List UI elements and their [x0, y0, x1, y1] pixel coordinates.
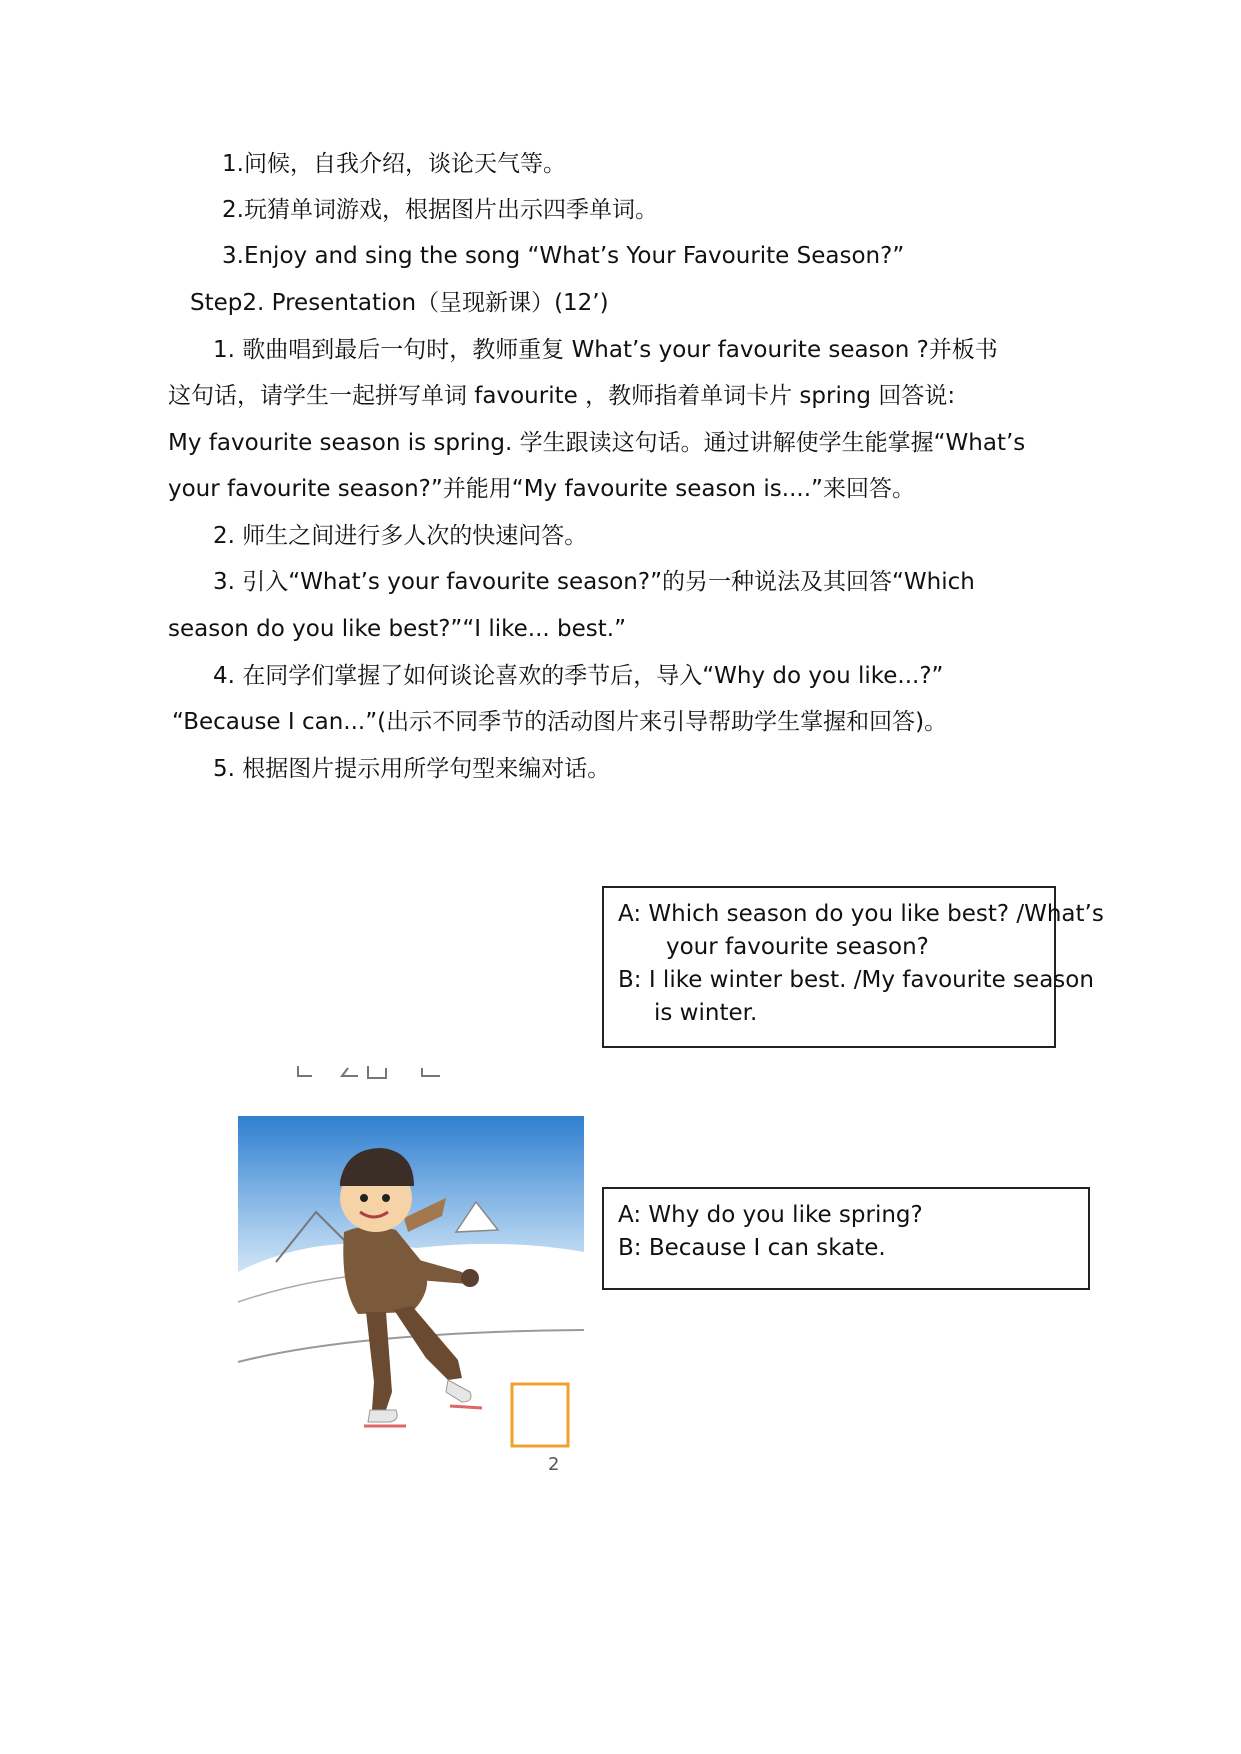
dialogue-1-b-line-2: is winter.: [654, 1000, 758, 1026]
paragraph-1-line-2: 这句话，请学生一起拼写单词 favourite ，教师指着单词卡片 spring 回答说:: [168, 383, 956, 409]
dialogue-1-a-line-2: your favourite season?: [666, 934, 929, 960]
text-line-2: 2.玩猜单词游戏，根据图片出示四季单词。: [222, 197, 658, 223]
dialogue-box-1: [602, 886, 1104, 1048]
paragraph-4-line-1: 4. 在同学们掌握了如何谈论喜欢的季节后，导入“Why do you like...?”: [213, 663, 944, 689]
paragraph-4-line-2: “Because I can...”(出示不同季节的活动图片来引导帮助学生掌握和回答)。: [172, 709, 948, 735]
boy-skating-illustration-icon: [236, 1062, 586, 1454]
paragraph-3-line-1: 3. 引入“What’s your favourite season?”的另一种说法及其回答“Which: [213, 569, 975, 595]
dialogue-1-b-line-1: B: I like winter best. /My favourite season: [618, 967, 1094, 993]
dialogue-2-a: A: Why do you like spring?: [618, 1202, 923, 1228]
step2-heading: Step2. Presentation（呈现新课）(12’): [190, 290, 609, 316]
text-line-1: 1.问候，自我介绍，谈论天气等。: [222, 151, 566, 177]
dialogue-1-a-line-1: A: Which season do you like best? /What’s: [618, 901, 1104, 927]
dialogue-box-2: [602, 1187, 1090, 1290]
dialogue-2-b: B: Because I can skate.: [618, 1235, 886, 1261]
paragraph-1-line-3: My favourite season is spring. 学生跟读这句话。通过讲解使学生能掌握“What’s: [168, 430, 1026, 456]
paragraph-1-line-4: your favourite season?”并能用“My favourite season is....”来回答。: [168, 476, 915, 502]
paragraph-1-line-1: 1. 歌曲唱到最后一句时，教师重复 What’s your favourite season ?并板书: [213, 337, 998, 363]
paragraph-5: 5. 根据图片提示用所学句型来编对话。: [213, 756, 611, 782]
paragraph-3-line-2: season do you like best?”“I like... best.”: [168, 616, 627, 642]
page-number: 2: [548, 1454, 560, 1475]
paragraph-2: 2. 师生之间进行多人次的快速问答。: [213, 523, 588, 549]
text-line-3: 3.Enjoy and sing the song “What’s Your Favourite Season?”: [222, 243, 905, 269]
